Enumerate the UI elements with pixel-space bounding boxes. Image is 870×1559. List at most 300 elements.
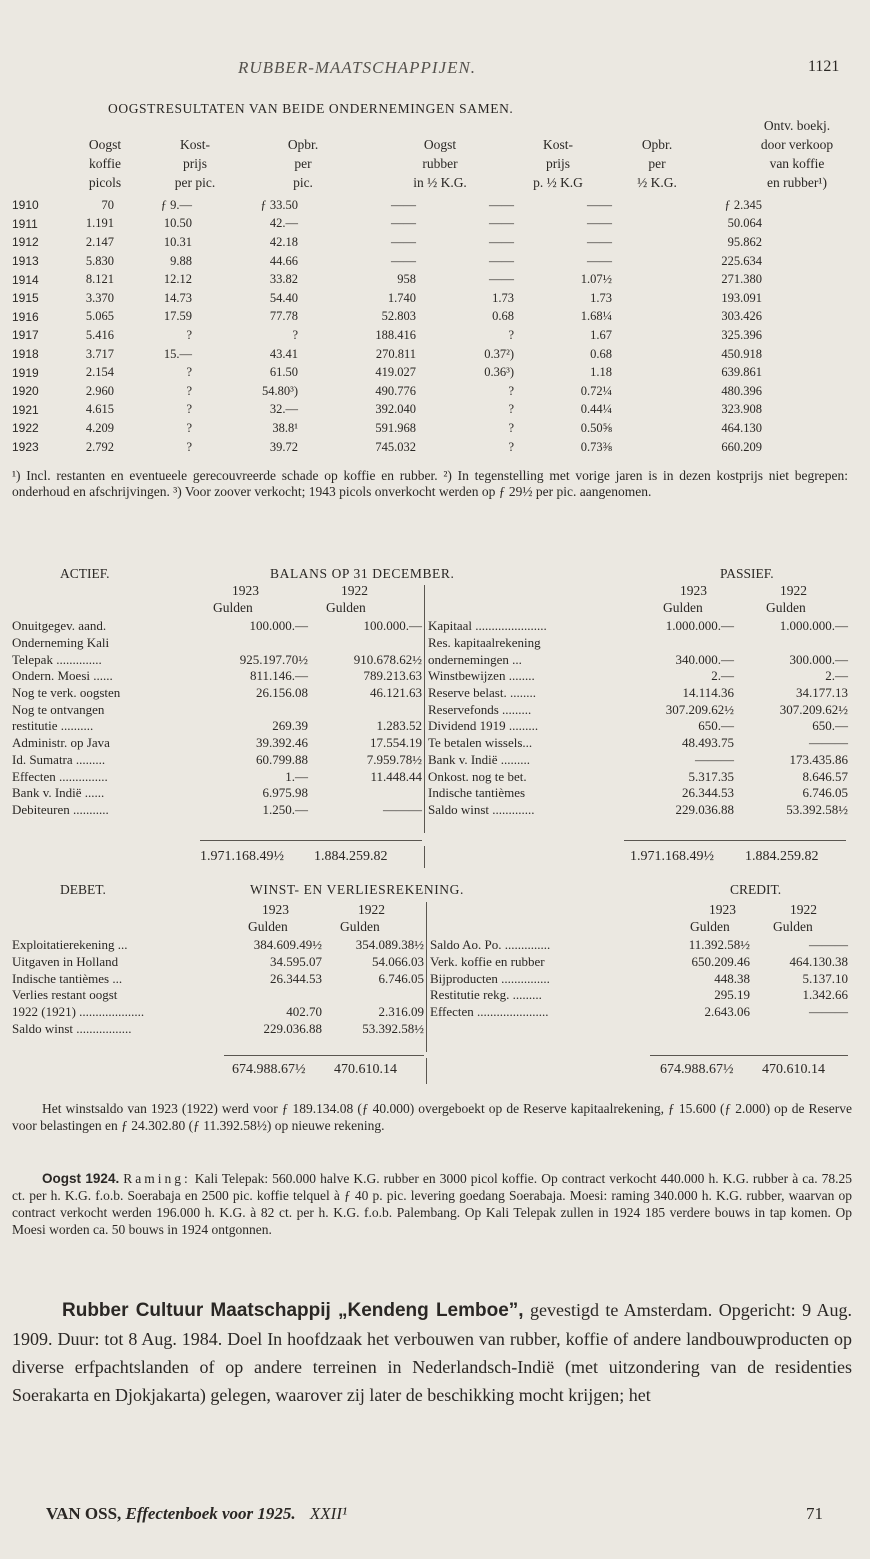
- debet-total-2: 470.610.14: [334, 1062, 397, 1077]
- footer-number: 71: [806, 1504, 823, 1523]
- table-cell: 650.209.46: [691, 954, 750, 970]
- table-cell: ?: [508, 420, 514, 435]
- table-cell: 53.392.58½: [786, 801, 848, 817]
- table-cell: Verlies restant oogst: [12, 987, 118, 1003]
- table-cell: 0.73⅜: [580, 439, 612, 454]
- table-cell: 4.209: [85, 420, 114, 435]
- table-cell: Administr. op Java: [12, 735, 110, 751]
- table-row: [430, 954, 848, 971]
- table-row: [12, 326, 762, 345]
- oogst-header-cell: per: [294, 156, 312, 171]
- table-cell: 2.—: [711, 668, 734, 684]
- table-cell: 591.968: [375, 420, 416, 435]
- table-row: [12, 668, 422, 685]
- table-row: [12, 635, 422, 652]
- table-cell: ———: [809, 937, 848, 953]
- table-row: [12, 196, 762, 215]
- table-cell: 1921: [12, 402, 39, 417]
- table-cell: 46.121.63: [370, 685, 422, 701]
- table-cell: 303.426: [721, 309, 762, 324]
- table-cell: Exploitatierekening ...: [12, 937, 128, 953]
- table-cell: ——: [391, 197, 416, 212]
- oogst-header-cell: door verkoop: [760, 137, 834, 152]
- table-cell: Reserve belast. ........: [428, 685, 536, 701]
- activa-total-1: 1.971.168.49½: [200, 849, 284, 864]
- table-cell: Indische tantièmes ...: [12, 970, 123, 986]
- raming-label: Raming:: [123, 1171, 191, 1186]
- table-cell: Verk. koffie en rubber: [430, 954, 545, 970]
- table-cell: [308, 701, 422, 718]
- table-cell: Uitgaven in Holland: [12, 954, 119, 970]
- page-number: 1121: [808, 58, 840, 75]
- table-cell: 34.595.07: [270, 954, 322, 970]
- table-cell: 225.634: [721, 253, 762, 268]
- table-cell: [618, 635, 734, 652]
- passiva-year-2: 1922: [780, 583, 807, 598]
- table-row: [12, 1020, 424, 1037]
- debet-table: [12, 937, 424, 1037]
- table-cell: [308, 635, 422, 652]
- table-cell: ——: [391, 253, 416, 268]
- table-cell: 50.064: [727, 216, 762, 231]
- table-cell: ——: [587, 197, 612, 212]
- table-cell: Saldo Ao. Po. ..............: [430, 937, 551, 953]
- table-cell: ——: [391, 216, 416, 231]
- table-cell: 650.—: [812, 718, 848, 734]
- table-cell: 1.73: [492, 290, 514, 305]
- table-cell: 26.344.53: [270, 970, 322, 986]
- table-cell: 1911: [12, 216, 38, 231]
- table-cell: Kapitaal ......................: [428, 618, 547, 634]
- table-cell: ?: [186, 420, 192, 435]
- oogst-title: OOGSTRESULTATEN VAN BEIDE ONDERNEMINGEN SAMEN.: [108, 101, 514, 116]
- table-cell: 1.67: [590, 327, 612, 342]
- table-cell: Indische tantièmes: [428, 785, 526, 801]
- table-cell: 925.197.70½: [239, 651, 308, 667]
- table-cell: 323.908: [721, 402, 762, 417]
- table-cell: Bank v. Indië .........: [428, 751, 531, 767]
- table-cell: 0.68: [590, 346, 612, 361]
- table-cell: 193.091: [721, 290, 762, 305]
- debet-unit-1: Gulden: [248, 919, 288, 934]
- kendeng-paragraph: [12, 1296, 852, 1409]
- oogst-header-cell: prijs: [545, 156, 570, 171]
- table-cell: 1922 (1921) ....................: [12, 1004, 145, 1020]
- table-row: [428, 618, 848, 635]
- table-cell: ?: [186, 365, 192, 380]
- table-cell: 173.435.86: [789, 751, 848, 767]
- table-cell: ——: [391, 234, 416, 249]
- oogst-1924-text: Kali Telepak: 560.000 halve K.G. rubber en 3000 picol koffie. Op contract verkocht 440.000 h. K.G. rubber à ca. 78.25 ct. per h. K.G. f.o.b. Soerabaja en 2500 pic. koffie telquel à ƒ 40 p. pic. levering goedang Soerabaja. Moesi: raming 340.000 h. K.G. rubber, waarvan op contract verkocht werden 196.000 h. K.G. à 82 ct. per h. K.G. f.o.b. Palembang. Op Kali Telepak zullen in 1924 185 verdere bouws in tap komen. Op Moesi worden ca. 50 bouws in 1924 ontgonnen.: [12, 1171, 853, 1237]
- table-row: [12, 970, 424, 987]
- table-cell: 17.59: [163, 309, 192, 324]
- table-cell: 910.678.62½: [353, 651, 422, 667]
- table-cell: Onkost. nog te bet.: [428, 768, 527, 784]
- table-row: [12, 401, 762, 420]
- table-row: [12, 735, 422, 752]
- table-cell: 307.209.62½: [665, 701, 734, 717]
- table-cell: ?: [186, 402, 192, 417]
- table-cell: 5.065: [85, 309, 114, 324]
- table-cell: 2.792: [85, 439, 114, 454]
- table-cell: 42.18: [269, 234, 298, 249]
- table-row: [12, 1004, 424, 1021]
- table-cell: 11.392.58½: [688, 937, 750, 953]
- oogst-header-cell: rubber: [422, 156, 458, 171]
- credit-year-2: 1922: [790, 902, 817, 917]
- table-row: [12, 289, 762, 308]
- table-row: [12, 270, 762, 289]
- table-cell: ?: [186, 383, 192, 398]
- footer-line: [46, 1504, 347, 1524]
- table-cell: 464.130.38: [789, 954, 848, 970]
- oogst-header-cell: ½ K.G.: [637, 175, 677, 190]
- table-cell: 44.66: [269, 253, 298, 268]
- table-row: [12, 233, 762, 252]
- table-cell: 1917: [12, 328, 39, 343]
- table-cell: 300.000.—: [789, 651, 848, 667]
- table-cell: [192, 635, 308, 652]
- table-cell: 1.191: [85, 216, 114, 231]
- company-name: Rubber Cultuur Maatschappij „Kendeng Lemboe”,: [62, 1300, 524, 1321]
- table-row: [430, 1004, 848, 1021]
- table-cell: Reservefonds .........: [428, 701, 532, 717]
- table-row: [428, 802, 848, 819]
- debet-year-2: 1922: [358, 902, 385, 917]
- table-cell: restitutie ..........: [12, 718, 94, 734]
- activa-unit-2: Gulden: [326, 600, 366, 615]
- table-cell: [308, 785, 422, 802]
- table-cell: Te betalen wissels...: [428, 735, 533, 751]
- table-row: [12, 651, 422, 668]
- table-cell: ——: [587, 253, 612, 268]
- table-cell: ?: [186, 327, 192, 342]
- table-cell: 660.209: [721, 439, 762, 454]
- credit-total-2: 470.610.14: [762, 1062, 825, 1077]
- table-row: [428, 701, 848, 718]
- table-cell: Winstbewijzen ........: [428, 668, 535, 684]
- table-row: [428, 668, 848, 685]
- table-row: [12, 802, 422, 819]
- table-cell: Saldo winst .................: [12, 1020, 132, 1036]
- activa-year-1: 1923: [232, 583, 259, 598]
- table-cell: 0.50⅝: [580, 420, 612, 435]
- table-cell: ?: [508, 439, 514, 454]
- table-cell: 54.80³): [261, 383, 298, 398]
- winst-title: WINST- EN VERLIESREKENING.: [250, 882, 464, 897]
- table-cell: 229.036.88: [263, 1020, 322, 1036]
- table-cell: ondernemingen ...: [428, 651, 522, 667]
- table-cell: 43.41: [269, 346, 298, 361]
- table-cell: 789.213.63: [363, 668, 422, 684]
- table-cell: 450.918: [721, 346, 762, 361]
- oogst-header-cell: Kost-: [180, 137, 210, 152]
- oogst-header-cell: in ½ K.G.: [413, 175, 467, 190]
- table-cell: 100.000.—: [363, 618, 422, 634]
- table-cell: Onuitgegev. aand.: [12, 618, 107, 634]
- table-cell: Dividend 1919 .........: [428, 718, 539, 734]
- table-cell: 3.370: [85, 290, 114, 305]
- table-cell: 271.380: [721, 272, 762, 287]
- table-cell: ———: [695, 751, 734, 767]
- table-cell: Telepak ..............: [12, 651, 102, 667]
- table-cell: 340.000.—: [675, 651, 734, 667]
- table-row: [430, 970, 848, 987]
- table-row: [428, 752, 848, 769]
- debet-total-1: 674.988.67½: [232, 1062, 306, 1077]
- table-cell: [222, 987, 322, 1004]
- table-cell: 958: [397, 272, 416, 287]
- table-cell: ?: [508, 327, 514, 342]
- table-cell: 11.448.44: [370, 768, 422, 784]
- table-cell: 480.396: [721, 383, 762, 398]
- table-cell: 1.283.52: [376, 718, 422, 734]
- table-cell: 32.—: [269, 402, 298, 417]
- table-cell: 811.146.—: [249, 668, 308, 684]
- table-row: [12, 382, 762, 401]
- table-cell: 1916: [12, 309, 39, 324]
- table-row: [12, 345, 762, 364]
- table-row: [430, 937, 848, 954]
- table-cell: 1910: [12, 198, 39, 213]
- table-cell: 1.07½: [580, 272, 612, 287]
- table-row: [12, 785, 422, 802]
- table-cell: 1913: [12, 254, 39, 269]
- table-cell: ?: [292, 327, 298, 342]
- table-cell: 307.209.62½: [779, 701, 848, 717]
- table-cell: 392.040: [375, 402, 416, 417]
- oogst-header-cell: van koffie: [769, 156, 825, 171]
- table-cell: Effecten ......................: [430, 1004, 549, 1020]
- table-cell: ?: [508, 383, 514, 398]
- activa-label: ACTIEF.: [60, 566, 110, 581]
- table-cell: 650.—: [698, 718, 734, 734]
- table-cell: 1919: [12, 365, 39, 380]
- table-cell: 325.396: [721, 327, 762, 342]
- table-cell: ——: [489, 197, 514, 212]
- table-cell: 5.416: [85, 327, 114, 342]
- oogst-header-cell: p. ½ K.G: [533, 175, 583, 190]
- table-cell: 1.—: [285, 768, 308, 784]
- oogst-header-cell: Oogst: [88, 137, 122, 152]
- table-row: [12, 363, 762, 382]
- passiva-unit-2: Gulden: [766, 600, 806, 615]
- table-row: [428, 768, 848, 785]
- passiva-label: PASSIEF.: [720, 566, 774, 581]
- table-cell: 9.88: [170, 253, 192, 268]
- passiva-table: [428, 618, 848, 818]
- oogst-header-cell: Ontv. boekj.: [763, 118, 831, 133]
- running-title: RUBBER-MAATSCHAPPIJEN.: [238, 58, 477, 77]
- table-cell: 54.066.03: [372, 954, 424, 970]
- table-cell: Bijproducten ...............: [430, 970, 550, 986]
- table-cell: 464.130: [721, 420, 762, 435]
- table-cell: 53.392.58½: [362, 1020, 424, 1036]
- oogst-header-cell: koffie: [89, 156, 121, 171]
- company-description: gevestigd te Amsterdam. Opgericht: 9 Aug. 1909. Duur: tot 8 Aug. 1984. Doel In hoofdzaak het verbouwen van rubber, koffie of andere landbouwproducten op diverse erfpachtslanden of op andere terreinen in Nederlandsch-Indië (met uitzondering van de residenties Soerakarta en Djokjakarta) gelegen, waarover zij later de beschikking mocht krijgen; het: [12, 1300, 853, 1405]
- activa-unit-1: Gulden: [213, 600, 253, 615]
- table-row: [12, 419, 762, 438]
- table-row: [12, 752, 422, 769]
- table-cell: 100.000.—: [249, 618, 308, 634]
- table-cell: 0.37²): [484, 346, 514, 361]
- footer-volume: XXII¹: [309, 1504, 348, 1523]
- table-cell: 1918: [12, 347, 39, 362]
- table-cell: 2.960: [85, 383, 114, 398]
- table-cell: 10.50: [163, 216, 192, 231]
- table-cell: 188.416: [375, 327, 416, 342]
- table-cell: 2.643.06: [704, 1004, 750, 1020]
- table-cell: 2.—: [825, 668, 848, 684]
- table-cell: 12.12: [163, 272, 192, 287]
- table-row: [428, 785, 848, 802]
- debet-label: DEBET.: [60, 882, 106, 897]
- oogst-1924-paragraph: [12, 1170, 852, 1238]
- table-cell: ?: [508, 402, 514, 417]
- table-cell: ——: [489, 234, 514, 249]
- footer-author: VAN OSS,: [46, 1504, 122, 1523]
- table-row: [12, 701, 422, 718]
- activa-total-2: 1.884.259.82: [314, 849, 388, 864]
- table-cell: 1915: [12, 291, 39, 306]
- table-cell: ƒ 2.345: [724, 197, 762, 212]
- table-cell: 1920: [12, 384, 39, 399]
- table-cell: Id. Sumatra .........: [12, 751, 106, 767]
- table-cell: 269.39: [272, 718, 308, 734]
- table-cell: Res. kapitaalrekening: [428, 635, 541, 651]
- table-cell: [192, 701, 308, 718]
- table-cell: 745.032: [375, 439, 416, 454]
- table-cell: Ondern. Moesi ......: [12, 668, 113, 684]
- table-cell: 4.615: [85, 402, 114, 417]
- table-row: [12, 987, 424, 1004]
- table-cell: 8.121: [85, 272, 114, 287]
- passiva-total-1: 1.971.168.49½: [630, 849, 714, 864]
- table-cell: 1912: [12, 235, 39, 250]
- table-cell: 3.717: [85, 346, 114, 361]
- table-cell: 7.959.78½: [366, 751, 422, 767]
- table-row: [12, 215, 762, 234]
- table-cell: Nog te verk. oogsten: [12, 685, 121, 701]
- table-row: [12, 308, 762, 327]
- table-cell: 6.975.98: [262, 785, 308, 801]
- table-cell: 95.862: [727, 234, 762, 249]
- table-cell: 0.44¼: [580, 402, 612, 417]
- table-row: [12, 718, 422, 735]
- table-row: [12, 252, 762, 271]
- balans-title: BALANS OP 31 DECEMBER.: [270, 566, 455, 581]
- credit-table: [430, 937, 848, 1020]
- debet-unit-2: Gulden: [340, 919, 380, 934]
- table-cell: Bank v. Indië ......: [12, 785, 105, 801]
- table-cell: Onderneming Kali: [12, 635, 110, 651]
- table-cell: 60.799.88: [256, 751, 308, 767]
- table-row: [428, 651, 848, 668]
- table-cell: 402.70: [286, 1004, 322, 1020]
- table-cell: 1914: [12, 272, 39, 287]
- oogst-header-cell: Kost-: [543, 137, 573, 152]
- debet-year-1: 1923: [262, 902, 289, 917]
- table-cell: Nog te ontvangen: [12, 701, 105, 717]
- oogst-header-cell: per: [648, 156, 666, 171]
- winstsaldo-paragraph: Het winstsaldo van 1923 (1922) werd voor ƒ 189.134.08 (ƒ 40.000) overgeboekt op de Reserve kapitaalrekening, ƒ 15.600 (ƒ 2.000) op de Reserve voor belastingen en ƒ 24.302.80 (ƒ 11.392.58½) op nieuwe rekening.: [12, 1101, 852, 1133]
- table-cell: ƒ 33.50: [260, 197, 298, 212]
- activa-table: [12, 618, 422, 818]
- footer-book: Effectenboek voor 1925.: [125, 1504, 296, 1523]
- table-cell: 26.344.53: [682, 785, 734, 801]
- table-cell: 2.154: [85, 365, 114, 380]
- table-cell: 38.8¹: [272, 420, 298, 435]
- table-cell: ——: [489, 272, 514, 287]
- table-cell: 17.554.19: [370, 735, 422, 751]
- table-cell: ———: [809, 735, 848, 751]
- credit-label: CREDIT.: [730, 882, 782, 897]
- oogst-header-cell: Oogst: [423, 137, 457, 152]
- table-cell: 42.—: [269, 216, 298, 231]
- table-cell: ——: [587, 216, 612, 231]
- table-cell: 70: [101, 197, 114, 212]
- table-cell: 34.177.13: [796, 685, 848, 701]
- table-cell: 419.027: [375, 365, 416, 380]
- table-cell: 1.250.—: [262, 801, 308, 817]
- table-row: [12, 937, 424, 954]
- table-cell: 8.646.57: [802, 768, 848, 784]
- table-row: [428, 635, 848, 652]
- table-cell: 14.73: [163, 290, 192, 305]
- table-cell: 54.40: [269, 290, 298, 305]
- table-cell: 270.811: [375, 346, 416, 361]
- table-cell: 6.746.05: [378, 970, 424, 986]
- oogst-headers: [40, 118, 860, 196]
- oogst-header-cell: Opbr.: [641, 137, 673, 152]
- table-cell: 14.114.36: [682, 685, 734, 701]
- table-cell: 6.746.05: [802, 785, 848, 801]
- table-cell: ?: [186, 439, 192, 454]
- oogst-header-cell: en rubber¹): [767, 175, 827, 190]
- table-cell: 229.036.88: [675, 801, 734, 817]
- table-cell: 52.803: [381, 309, 416, 324]
- table-cell: 39.392.46: [256, 735, 308, 751]
- table-cell: 0.36³): [484, 365, 514, 380]
- table-cell: 5.317.35: [688, 768, 734, 784]
- activa-year-2: 1922: [341, 583, 368, 598]
- table-cell: ——: [489, 216, 514, 231]
- table-row: [428, 685, 848, 702]
- table-cell: Restitutie rekg. .........: [430, 987, 542, 1003]
- table-cell: ——: [489, 253, 514, 268]
- table-cell: 33.82: [269, 272, 298, 287]
- table-cell: 448.38: [714, 970, 750, 986]
- table-cell: 0.72¼: [580, 383, 612, 398]
- table-row: [12, 685, 422, 702]
- table-cell: 26.156.08: [256, 685, 308, 701]
- table-cell: 1.000.000.—: [665, 618, 734, 634]
- table-cell: ———: [383, 801, 422, 817]
- table-cell: Saldo winst .............: [428, 801, 535, 817]
- table-cell: [734, 635, 848, 652]
- table-row: [430, 987, 848, 1004]
- table-cell: 1.000.000.—: [779, 618, 848, 634]
- credit-unit-1: Gulden: [690, 919, 730, 934]
- table-cell: 1.68¼: [580, 309, 612, 324]
- table-cell: 5.137.10: [802, 970, 848, 986]
- table-cell: [322, 987, 424, 1004]
- passiva-unit-1: Gulden: [663, 600, 703, 615]
- table-cell: ƒ 9.—: [160, 197, 192, 212]
- oogst-header-cell: per pic.: [174, 175, 216, 190]
- passiva-total-2: 1.884.259.82: [745, 849, 819, 864]
- table-cell: 39.72: [269, 439, 298, 454]
